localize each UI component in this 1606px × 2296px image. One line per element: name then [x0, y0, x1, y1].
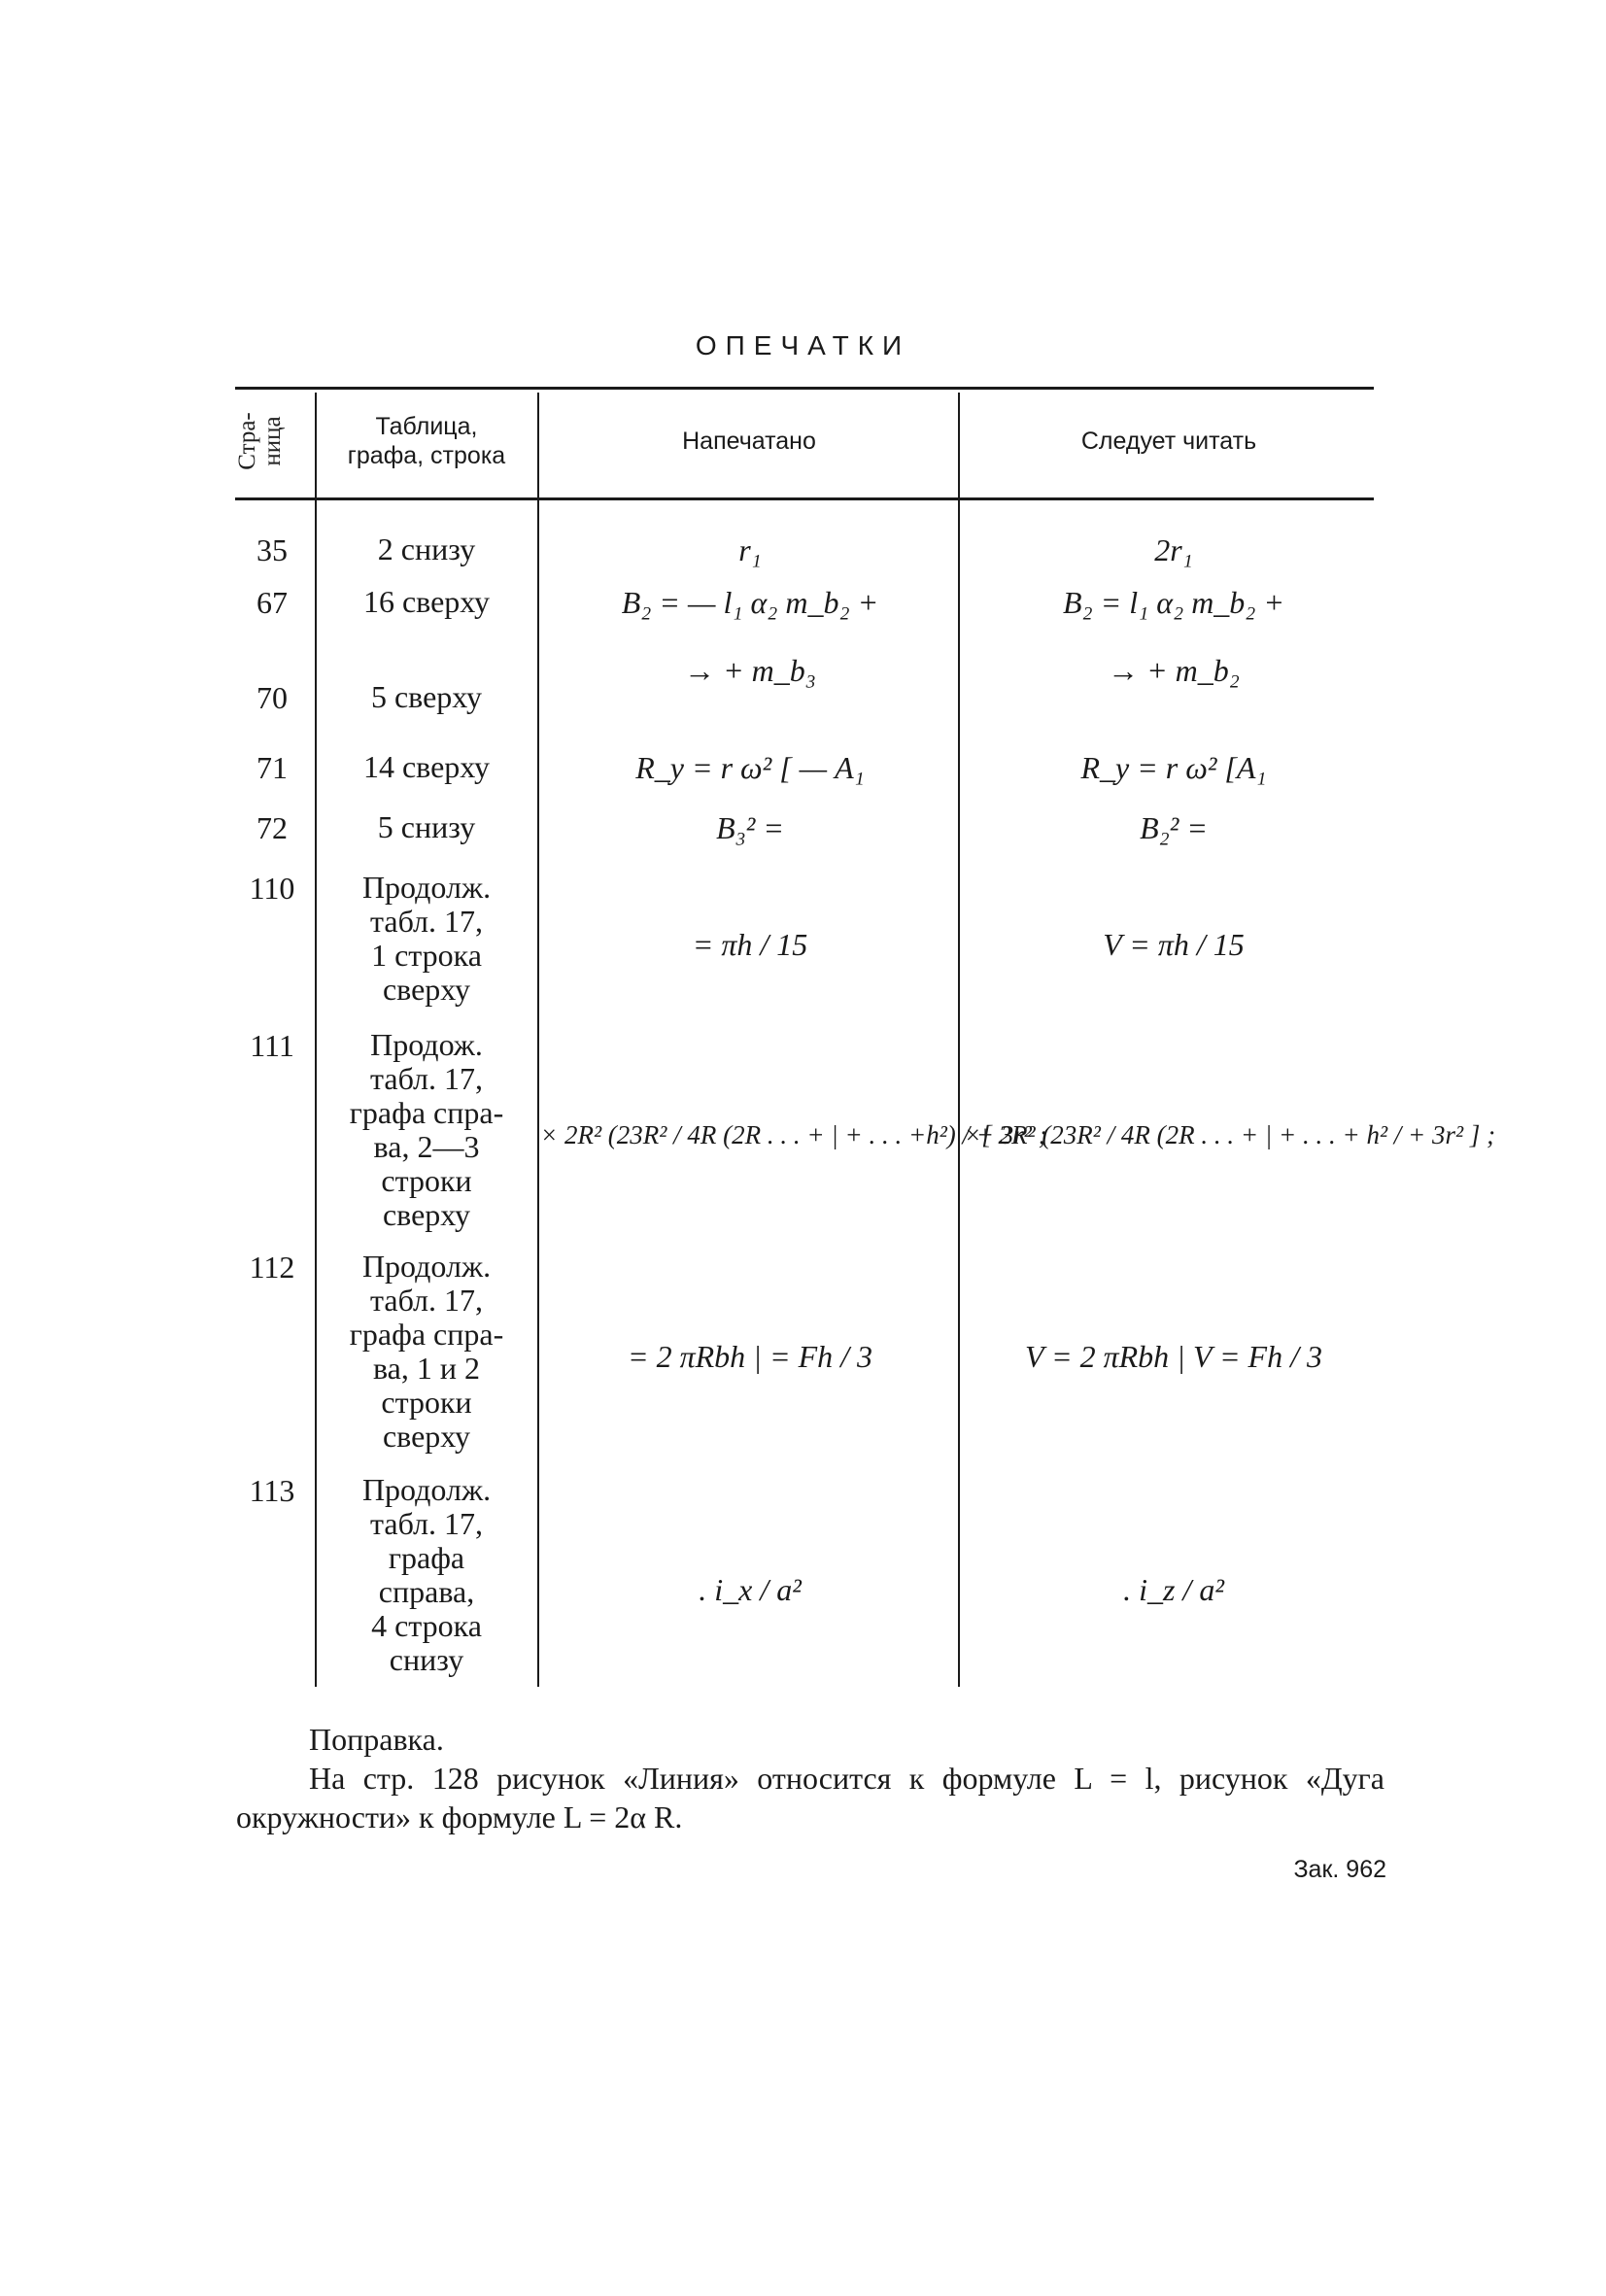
- row-111-should-read: ×[ 2R² (23R² / 4R (2R . . . + | + . . . + h² / + 3r² ] ;: [964, 1120, 1496, 1149]
- header-page: Стра- ница: [234, 412, 286, 470]
- note-heading: Поправка.: [309, 1722, 444, 1757]
- row-67-should-read: B₂ = l₁ α₂ m_b₂ +: [1062, 585, 1285, 620]
- row-72-page: 72: [256, 810, 288, 845]
- row-67-page: 67: [256, 585, 288, 620]
- order-number: Зак. 962: [1293, 1856, 1386, 1883]
- row-113-printed: . i_x / a²: [699, 1572, 802, 1607]
- note-text: На стр. 128 рисунок «Линия» относится к формуле L = l, рисунок «Дуга окружности» к формуле L = 2α R.: [236, 1761, 1384, 1834]
- row-112-should-read: V = 2 πRbh | V = Fh / 3: [1025, 1339, 1322, 1374]
- row-71-should-read: R_y = r ω² [A₁: [1080, 750, 1267, 785]
- row-35-should-read: 2r₁: [1154, 532, 1193, 567]
- column-rule-1: [315, 393, 317, 1687]
- row-71-printed: R_y = r ω² [ — A₁: [635, 750, 865, 785]
- row-113-page: 113: [249, 1473, 295, 1508]
- row-70-page: 70: [256, 680, 288, 715]
- row-72-should-read: B₂² =: [1140, 810, 1208, 845]
- row-110-printed: = πh / 15: [692, 927, 808, 962]
- row-113-should-read: . i_z / a²: [1123, 1572, 1224, 1607]
- row-71-page: 71: [256, 750, 288, 785]
- row-111-page: 111: [250, 1028, 294, 1063]
- row-110-location: Продолж. табл. 17, 1 строка сверху: [361, 870, 492, 1007]
- row-35-printed: r₁: [738, 532, 762, 567]
- row-67-printed: B₂ = — l₁ α₂ m_b₂ +: [621, 585, 879, 620]
- row-70-location: 5 сверху: [370, 679, 483, 714]
- row-113-location: Продолж. табл. 17, графа справа, 4 строка снизу: [361, 1472, 492, 1677]
- row-110-should-read: V = πh / 15: [1103, 927, 1245, 962]
- row-67-location: 16 сверху: [362, 584, 491, 619]
- row-111-printed: × 2R² (23R² / 4R (2R . . . + | + . . . +h²) / + 3r² ;: [540, 1120, 1047, 1149]
- row-111-location: Продож. табл. 17, графа спра- ва, 2—3 строки сверху: [349, 1027, 504, 1232]
- column-rule-2: [537, 393, 539, 1687]
- header-bottom-rule: [235, 497, 1374, 500]
- page-title: ОПЕЧАТКИ: [695, 330, 911, 360]
- row-71-location: 14 сверху: [362, 749, 491, 784]
- row-70-should-read: → + m_b₂: [1108, 653, 1240, 688]
- row-72-printed: B₃² =: [716, 810, 784, 845]
- row-72-location: 5 снизу: [377, 809, 476, 844]
- header-should-read: Следует читать: [1080, 428, 1257, 455]
- row-35-page: 35: [256, 532, 288, 567]
- row-70-printed: → + m_b₃: [684, 653, 816, 688]
- row-35-location: 2 снизу: [377, 531, 476, 566]
- header-location: Таблица, графа, строка: [347, 413, 506, 469]
- header-printed: Напечатано: [682, 428, 816, 455]
- row-112-location: Продолж. табл. 17, графа спра- ва, 1 и 2 строки сверху: [349, 1249, 504, 1454]
- row-112-page: 112: [249, 1250, 295, 1285]
- row-110-page: 110: [249, 871, 295, 906]
- row-112-printed: = 2 πRbh | = Fh / 3: [628, 1339, 872, 1374]
